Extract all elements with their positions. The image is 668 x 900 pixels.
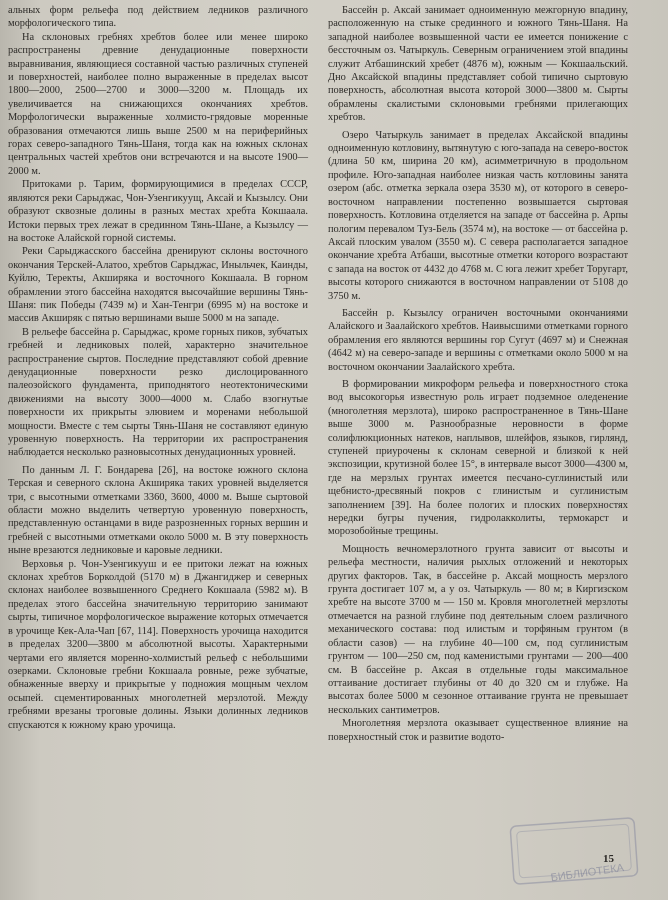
right-column-paragraph: Мощность вечномерзлотного грунта зависит от высоты и рельефа местности, наличия рыхлых отложений и некоторых других факторов. Так, в бассейне р. Аксай мощность мерзлого грунта достигает 107 м, а у оз. Чатыркуль — 80 м; в Киргизском хребте на высоте 3700 м — 150 м. Кровля многолетней мерзлоты отмечается на разной глубине под деятельным слоем различного механического состава: под илистым и торфяным грунтом (в области сазов) — на глубине 40—100 см, под суглинистым грунтом — 100—250 см, под каменистыми грунтами — 200—400 см. В бассейне р. Аксая в отдельные годы максимальное оттаивание достигает глубины от 40 до 320 см и глубже. На высотах более 5000 м сезонное оттаивание грунта не превышает нескольких сантиметров. bbox=[328, 543, 628, 716]
svg-text:БИБЛИОТЕКА: БИБЛИОТЕКА bbox=[549, 862, 625, 885]
right-column-paragraph: В формировании микроформ рельефа и поверхностного стока вод высокогорья известную роль играет подземное оледенение (многолетняя мерзлота), широко распространенное в Тянь-Шане выше 3000 м. Разнообразные неровности в форме солифлюкционных натеков, наплывов, шлейфов, языков, гирлянд, ступеней приурочены к склонам северной и близкой к ней экспозиции, крутизной более 15°, в интервале высот 3000—4300 м, где на мерзлых грунтах имеется песчано-суглинистый или щебнисто-дресвяный покров с глинистым и суглинистым заполнением [39]. На более пологих и плоских поверхностях нередки бугры пучения, гидролакколиты, термокарст и морозобойные трещины. bbox=[328, 378, 628, 538]
left-column-paragraph: Притоками р. Тарим, формирующимися в пределах СССР, являются реки Сарыджас, Чон-Узенгикуущ, Аксай и Кызылсу. Они образуют сквозные долины в разных местах хребта Кокшаала. Истоки первых трех лежат в срединном Тянь-Шане, а Кызылсу — на востоке Алайской горной системы. bbox=[8, 179, 308, 244]
left-column-paragraph: альных форм рельефа под действием ледников различного морфологического типа. bbox=[8, 5, 308, 30]
right-column-paragraph: Озеро Чатыркуль занимает в пределах Аксайской впадины одноименную котловину, вытянутую с юго-запада на северо-восток (длина 50 км, ширина 20 км), асимметричную в продольном профиле. Юго-западная наиболее низкая часть котловины занята озером (абс. отметка зеркала озера 3530 м), от которого в северо-восточном направлении постепенно возвышается сыртовая поверхность. Котловина отделяется на западе от бассейна р. Арпы пологим перевалом Туз-Бель (3574 м), на востоке — от бассейна р. Аксай плоским увалом (3550 м). С севера располагается западное окончание хребта Атбаши, высотные отметки которого возрастают с запада на восток от 4432 до 4768 м. С юга лежит хребет Торугарт, высоты которого снижаются в восточном направлении от 5108 до 3750 м. bbox=[328, 129, 628, 302]
left-column bbox=[8, 4, 308, 732]
library-stamp bbox=[508, 816, 640, 886]
right-column bbox=[328, 4, 628, 744]
page-number: 15 bbox=[603, 853, 614, 865]
left-column-paragraph: На склоновых гребнях хребтов более или менее широко распространены древние денудационные поверхности выравнивания, являющиеся составной частью различных ступеней и поверхностей, наиболее полно выраженные в пределах высот 1800—2000, 2500—2700 и 3000—3200 м. Площадь их увеличивается на снижающихся окончаниях хребтов. Морфологически выраженные холмисто-грядовые моренные образования отмечаются лишь выше 2500 м на периферийных горах северо-западного Тянь-Шаня, тогда как на южных склонах центральных частей хребтов они встречаются и на высоте 1900—2000 м. bbox=[8, 31, 308, 177]
right-column-paragraph: Бассейн р. Аксай занимает одноименную межгорную впадину, расположенную на стыке срединного и южного Тянь-Шаня. На западной наиболее возвышенной части ее имеется понижение с бессточным оз. Чатыркуль. Северным ограничением этой впадины служит Атбашинский хребет (4876 м), южным — Кокшаальский. Дно Аксайской впадины представляет собой типично сыртовую поверхность, абсолютная высота которой 3000—3800 м. Сырты обрамлены скалистыми склоновыми гребнями прилегающих хребтов. bbox=[328, 5, 628, 124]
left-column-paragraph: Верховья р. Чон-Узенгикууш и ее притоки лежат на южных склонах хребтов Борколдой (5170 м) в Джангиджер и северных склонах наиболее возвышенного Среднего Кокшаала (5982 м). В пределах этого бассейна значительную территорию занимают сырты, типичное морфологическое выражение которых отмечается в урочище Кек-Ала-Чап [67, 114]. Поверхность урочища находится в пределах 3200—3800 м абсолютной высоты. Характерными чертами его является моренно-холмистый рельеф с небольшими озерками. Склоновые гребни Кокшаала ровные, реже зубчатые, обнаженные вверху и прикрытые у подножия мощным чехлом осыпей. сцементированных многолетней мерзлотой. Между гребнями врезаны троговые долины. Языки долинных ледников спускаются к южному краю урочища. bbox=[8, 558, 308, 731]
right-column-paragraph: Бассейн р. Кызылсу ограничен восточными окончаниями Алайского и Заалайского хребтов. Наивысшими отметками горного обрамления его являются вершины гор Сугут (4697 м) и Снежная (4642 м) на северо-западе и вершины с отметками около 5000 м на восточном окончании Заалайского хребта. bbox=[328, 307, 628, 373]
left-column-paragraph: Реки Сарыджасского бассейна дренируют склоны восточного окончания Терскей-Алатоо, хребтов Сарыджас, Иныльчек, Каинды, Куйлю, Теректы, Акширяка и восточного Кокшаала. В горном обрамлении этого бассейна находятся высочайшие вершины Тянь-Шаня: пик Победы (7439 м) и Хан-Тенгри (6995 м) на востоке и массив Акширяк с пятью вершинами выше 5000 м на западе. bbox=[8, 246, 308, 325]
left-column-paragraph: В рельефе бассейна р. Сарыджас, кроме горных пиков, зубчатых гребней и ледниковых полей, характерно значительное распространение сыртов. Последние представляют собой древние денудационные поверхности резко дислоцированного палеозойского фундамента, приподнятого неотектоническими движениями на высоту 3000—4000 м. Слабо взогнутые поверхности их прикрыты элювием и моренами небольшой мощности. Вместе с тем сырты Тянь-Шаня не составляют единую уровенную поверхность. На территории их распространения наблюдается несколько разновысотных денудационных уровней. bbox=[8, 326, 308, 459]
left-column-paragraph: По данным Л. Г. Бондарева [26], на востоке южного склона Терская и северного склона Акширяка таких уровней выделяется три, с высотными отметками 3360, 3600, 4000 м. Выше сыртовой области можно выделить четвертую уровенную поверхность, представленную останцами в виде разрозненных горных вершин и гребней с высотными отметками около 5000 м. В эту поверхность ныне врезаются ледниковые и каровые ледники. bbox=[8, 464, 308, 557]
right-column-paragraph: Многолетняя мерзлота оказывает существенное влияние на поверхностный сток и развитие водото- bbox=[328, 718, 628, 743]
